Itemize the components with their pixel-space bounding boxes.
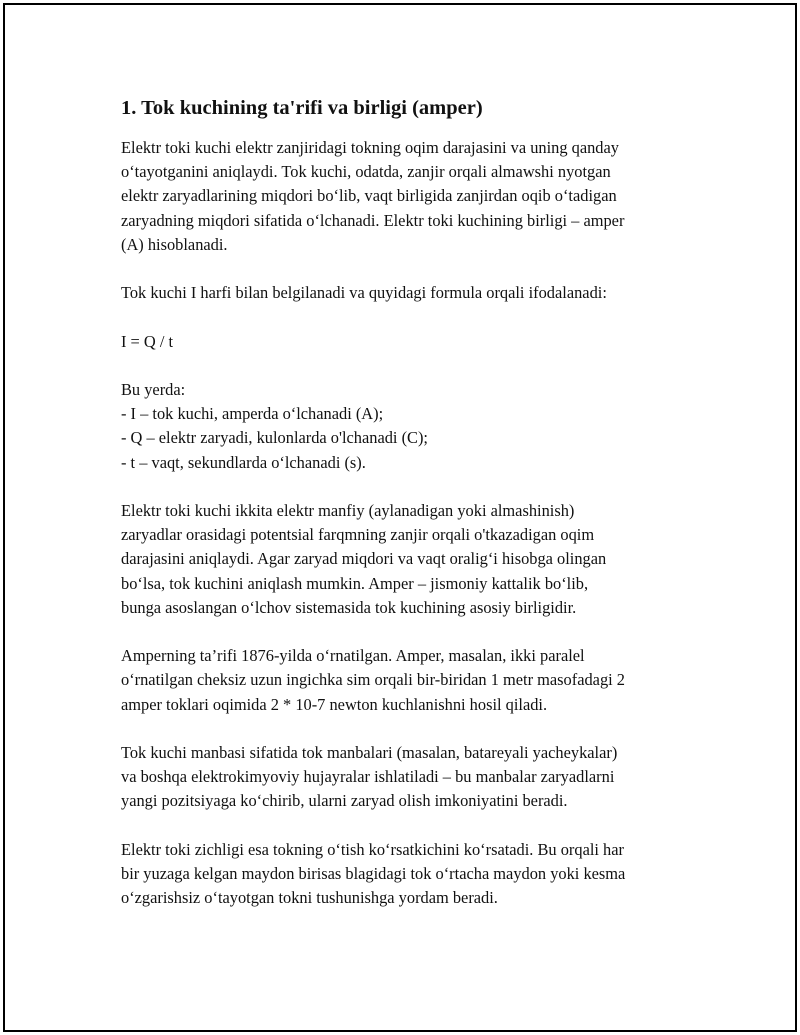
paragraph-line: elektr zaryadlarining miqdori bo‘lib, vaqt birligida zanjirdan oqib o‘tadigan — [121, 186, 617, 206]
document-page — [3, 3, 797, 1032]
paragraph-line: Elektr toki kuchi elektr zanjiridagi tokning oqim darajasini va uning qanday — [121, 138, 619, 157]
document-body — [121, 136, 701, 910]
paragraph-line: va boshqa elektrokimyoviy hujayralar ishlatiladi – bu manbalar zaryadlarni — [121, 767, 615, 787]
paragraph-line: (A) hisoblanadi. — [121, 234, 228, 254]
paragraph-line: bir yuzaga kelgan maydon birisas blagidagi tok o‘rtacha maydon yoki kesma — [121, 863, 626, 883]
paragraph — [121, 838, 701, 911]
document-title: 1. Tok kuchining ta'rifi va birligi (amper) — [121, 97, 483, 119]
paragraph-line: Amperning ta’rifi 1876-yilda o‘rnatilgan. Amper, masalan, ikki paralel — [121, 646, 585, 666]
paragraph-line: o‘tayotganini aniqlaydi. Tok kuchi, odatda, zanjir orqali almawshi nyotgan — [121, 162, 611, 182]
paragraph-line: - Q – elektr zaryadi, kulonlarda o'lchanadi (C); — [121, 428, 428, 448]
paragraph-line: o‘rnatilgan cheksiz uzun ingichka sim orqali bir-biridan 1 metr masofadagi 2 — [121, 670, 625, 690]
paragraph-line: zaryadning miqdori sifatida o‘lchanadi. Elektr toki kuchining birligi – amper — [121, 210, 625, 230]
paragraph-line: - I – tok kuchi, amperda o‘lchanadi (A); — [121, 404, 384, 424]
document-content — [121, 95, 701, 935]
paragraph-line: zaryadlar orasidagi potentsial farqmning zanjir orqali o'tkazadigan oqim — [121, 525, 595, 545]
paragraph-line: Elektr toki zichligi esa tokning o‘tish ko‘rsatkichini ko‘rsatadi. Bu orqali har — [121, 839, 624, 859]
paragraph-line: Tok kuchi manbasi sifatida tok manbalari (masalan, batareyali yacheykalar) — [121, 742, 618, 762]
paragraph — [121, 136, 701, 257]
paragraph — [121, 330, 701, 354]
paragraph-line: bo‘lsa, tok kuchini aniqlash mumkin. Amper – jismoniy kattalik bo‘lib, — [121, 573, 589, 593]
paragraph-line: darajasini aniqlaydi. Agar zaryad miqdori va vaqt oralig‘i hisobga olingan — [121, 549, 607, 569]
paragraph — [121, 644, 701, 717]
paragraph — [121, 378, 701, 475]
paragraph-line: bunga asoslangan o‘lchov sistemasida tok kuchining asosiy birligidir. — [121, 597, 577, 617]
paragraph-line: Bu yerda: — [121, 379, 186, 399]
paragraph-line: o‘zgarishsiz o‘tayotgan tokni tushunishga yordam beradi. — [121, 888, 498, 908]
paragraph-line: I = Q / t — [121, 331, 174, 351]
paragraph — [121, 281, 701, 305]
paragraph — [121, 499, 701, 620]
paragraph-line: amper toklari oqimida 2 * 10-7 newton kuchlanishni hosil qiladi. — [121, 694, 548, 714]
paragraph-line: Tok kuchi I harfi bilan belgilanadi va quyidagi formula orqali ifodalanadi: — [121, 283, 607, 303]
paragraph-line: yangi pozitsiyaga ko‘chirib, ularni zaryad olish imkoniyatini beradi. — [121, 791, 568, 811]
paragraph-line: - t – vaqt, sekundlarda o‘lchanadi (s). — [121, 452, 366, 472]
paragraph-line: Elektr toki kuchi ikkita elektr manfiy (aylanadigan yoki almashinish) — [121, 500, 575, 520]
paragraph — [121, 741, 701, 814]
